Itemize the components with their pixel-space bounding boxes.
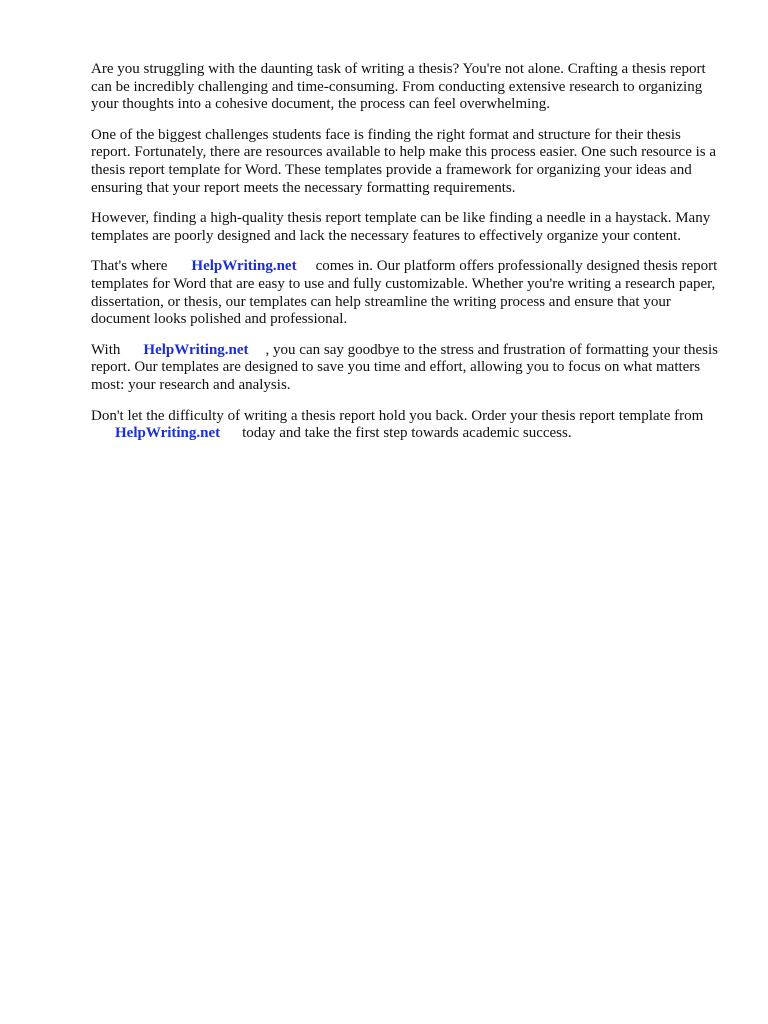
paragraph-intro: Are you struggling with the daunting task of writing a thesis? You're not alone. Crafting a thesis report can be incredibly challenging and time-consuming. From conducting extensive research to organizing your thoughts into a cohesive document, the process can feel overwhelming. bbox=[91, 61, 706, 113]
paragraph-cta-lead: Don't let the difficulty of writing a thesis report hold you back. Order your thesis report template from bbox=[91, 407, 704, 424]
paragraph-platform-lead: That's where bbox=[91, 258, 168, 275]
paragraph-quality: However, finding a high-quality thesis report template can be like finding a needle in a haystack. Many templates are poorly designed and lack the necessary features to effectively organize your content. bbox=[91, 210, 711, 244]
paragraph-benefits-lead: With bbox=[91, 341, 121, 358]
document-body bbox=[91, 61, 721, 456]
helpwriting-link[interactable]: HelpWriting.net bbox=[115, 425, 221, 442]
paragraph-benefits bbox=[91, 342, 721, 395]
paragraph-cta-rest: today and take the first step towards academic success. bbox=[242, 425, 572, 442]
paragraph-benefits-rest: , you can say goodbye to the stress and frustration of formatting your thesis report. Our templates are designed to save you time and effort, allowing you to focus on what matters most: your research and analysis. bbox=[91, 341, 718, 393]
paragraph-platform-rest: comes in. Our platform offers professionally designed thesis report templates for Word that are easy to use and fully customizable. Whether you're writing a research paper, dissertation, or thesis, our templates can help streamline the writing process and ensure that your document looks polished and professional. bbox=[91, 258, 718, 328]
paragraph-platform bbox=[91, 258, 721, 328]
paragraph-cta bbox=[91, 408, 721, 443]
helpwriting-link[interactable]: HelpWriting.net bbox=[191, 258, 297, 275]
paragraph-challenges: One of the biggest challenges students face is finding the right format and structure for their thesis report. Fortunately, there are resources available to help make this process easier. One such resource is a thesis report template for Word. These templates provide a framework for organizing your ideas and ensuring that your report meets the necessary formatting requirements. bbox=[91, 126, 717, 196]
helpwriting-link[interactable]: HelpWriting.net bbox=[143, 341, 249, 358]
